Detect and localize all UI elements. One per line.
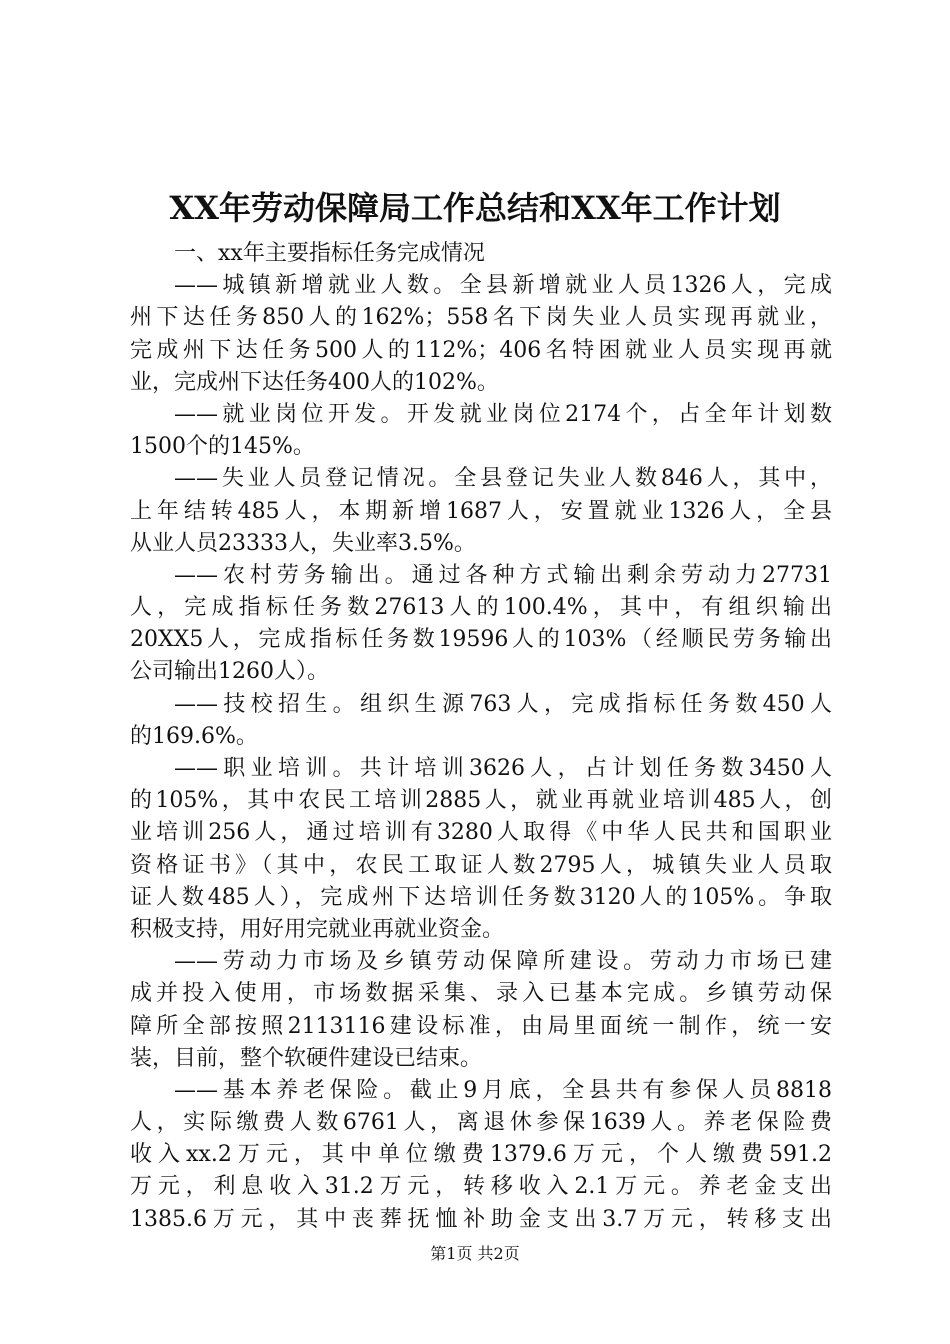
paragraph-line: 人，完成指标任务数27613人的100.4%，其中，有组织输出: [130, 595, 832, 621]
paragraph-line: 20XX5人，完成指标任务数19596人的103%（经顺民劳务输出: [130, 627, 832, 653]
paragraph-line: 完成州下达任务500人的112%；406名特困就业人员实现再就: [130, 337, 832, 363]
page-footer: 第1页 共2页: [430, 1244, 520, 1263]
paragraph-line: 州下达任务850人的162%；558名下岗失业人员实现再就业，: [130, 305, 832, 331]
paragraph-line: 证人数485人），完成州下达培训任务数3120人的105%。争取: [130, 884, 832, 910]
paragraph-line: 装，目前，整个软硬件建设已结束。: [130, 1045, 483, 1071]
paragraph-line: ——基本养老保险。截止9月底，全县共有参保人员8818: [174, 1077, 832, 1103]
paragraph-line: 上年结转485人，本期新增1687人，安置就业1326人，全县: [130, 498, 832, 524]
paragraph-line: ——农村劳务输出。通过各种方式输出剩余劳动力27731: [174, 562, 832, 588]
paragraph-line: ——职业培训。共计培训3626人，占计划任务数3450人: [174, 756, 832, 781]
paragraph-line: 成并投入使用，市场数据采集、录入已基本完成。乡镇劳动保: [130, 981, 832, 1007]
document-body: [130, 238, 832, 1236]
document-title: XX年劳动保障局工作总结和XX年工作计划: [169, 189, 781, 227]
paragraph-line: 的169.6%。: [130, 723, 258, 749]
paragraph-line: 万元，利息收入31.2万元，转移收入2.1万元。养老金支出: [130, 1174, 832, 1200]
paragraph-line: ——失业人员登记情况。全县登记失业人数846人，其中，: [174, 466, 832, 492]
paragraph-line: 资格证书》（其中，农民工取证人数2795人，城镇失业人员取: [130, 852, 832, 878]
paragraph-line: 公司输出1260人）。: [130, 659, 329, 685]
paragraph-line: ——城镇新增就业人数。全县新增就业人员1326人，完成: [174, 273, 832, 299]
paragraph-line: 的105%，其中农民工培训2885人，就业再就业培训485人，创: [130, 788, 832, 814]
paragraph-line: ——劳动力市场及乡镇劳动保障所建设。劳动力市场已建: [174, 949, 832, 975]
paragraph-line: 业培训256人，通过培训有3280人取得《中华人民共和国职业: [130, 820, 832, 846]
section-heading: 一、xx年主要指标任务完成情况: [174, 241, 485, 266]
paragraph-line: ——就业岗位开发。开发就业岗位2174个，占全年计划数: [174, 401, 832, 427]
paragraph-line: 从业人员23333人，失业率3.5%。: [130, 530, 476, 556]
paragraph-line: 收入xx.2万元，其中单位缴费1379.6万元，个人缴费591.2: [130, 1142, 832, 1168]
paragraph-line: 业，完成州下达任务400人的102%。: [130, 369, 499, 395]
paragraph-line: 1500个的145%。: [130, 434, 315, 460]
paragraph-line: ——技校招生。组织生源763人，完成指标任务数450人: [174, 691, 832, 717]
paragraph-line: 积极支持，用好用完就业再就业资金。: [130, 916, 505, 942]
paragraph-line: 人，实际缴费人数6761人，离退休参保1639人。养老保险费: [130, 1110, 832, 1136]
paragraph-line: 障所全部按照2113116建设标准，由局里面统一制作，统一安: [130, 1013, 832, 1039]
paragraph-line: 1385.6万元，其中丧葬抚恤补助金支出3.7万元，转移支出: [130, 1206, 832, 1232]
